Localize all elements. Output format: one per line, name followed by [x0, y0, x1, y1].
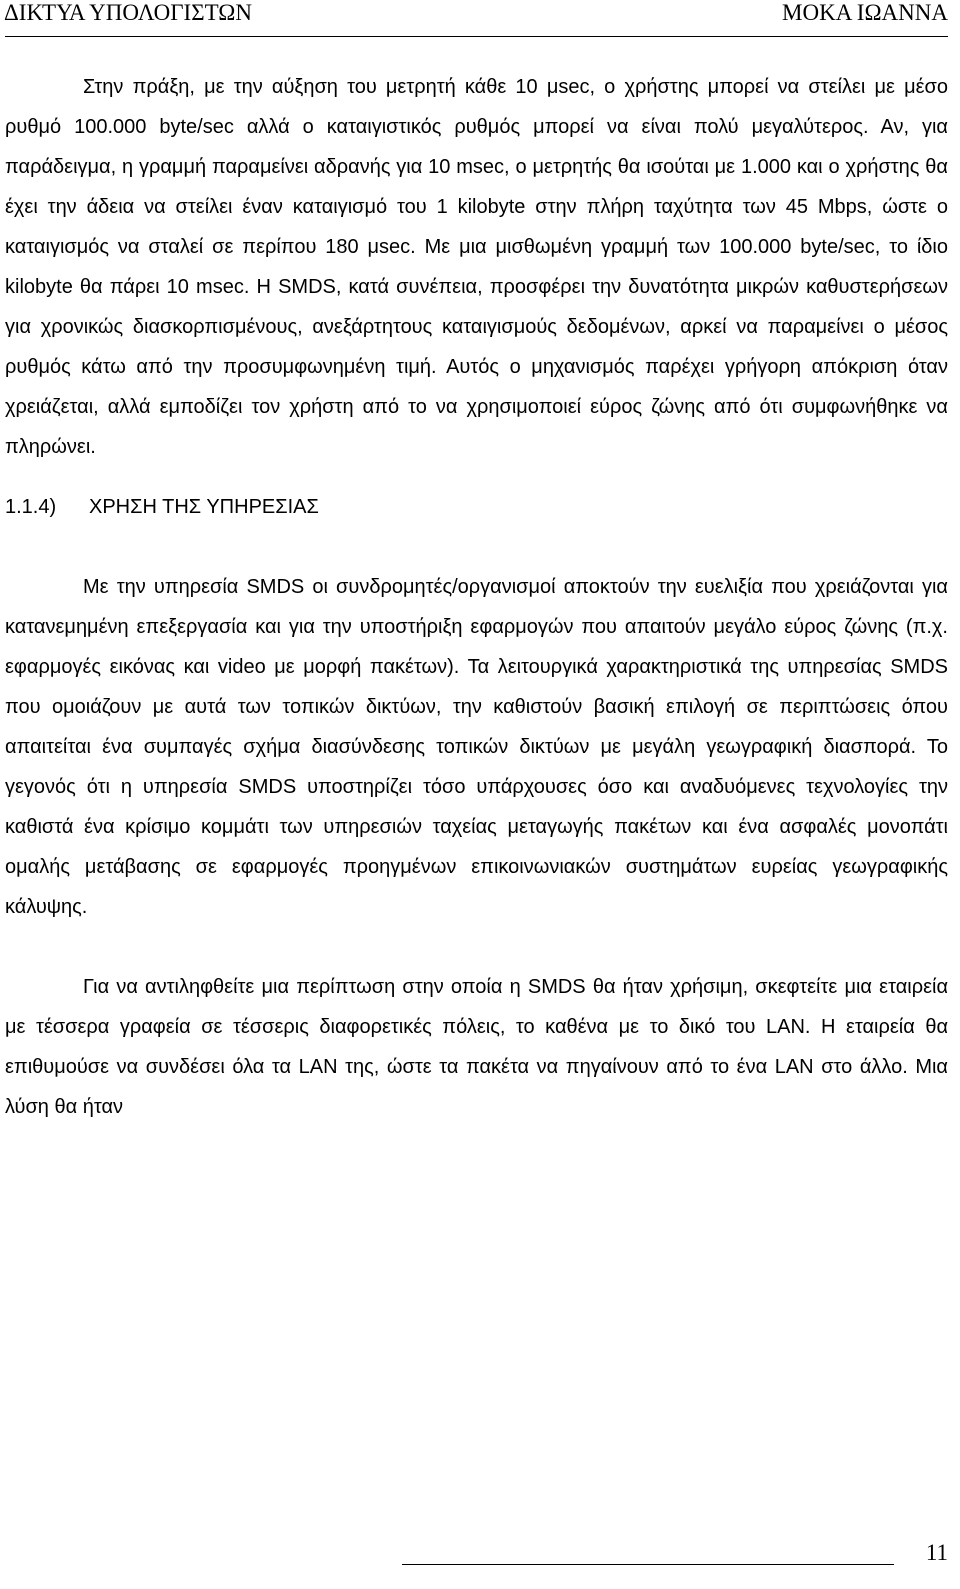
- page-number: 11: [925, 1540, 948, 1565]
- paragraph-rate-limiting: Στην πράξη, με την αύξηση του μετρητή κάθε 10 μsec, ο χρήστης μπορεί να στείλει με μέσο ρυθμό 100.000 byte/sec αλλά ο καταιγιστικός ρυθμός μπορεί να είναι πολύ μεγαλύτερος. Αν, για παράδειγμα, η γραμμή παραμείνει αδρανής για 10 msec, ο μετρητής θα ισούται με 1.000 και ο χρήστης θα έχει την άδεια να στείλει έναν καταιγισμό του 1 kilobyte στην πλήρη ταχύτητα των 45 Mbps, ώστε ο καταιγισμός να σταλεί σε περίπου 180 μsec. Με μια μισθωμένη γραμμή των 100.000 byte/sec, το ίδιο kilobyte θα πάρει 10 msec. Η SMDS, κατά συνέπεια, προσφέρει την δυνατότητα μικρών καθυστερήσεων για χρονικώς διασκορπισμένους, ανεξάρτητους καταιγισμούς δεδομένων, αρκεί να παραμείνει ο μέσος ρυθμός κάτω από την προσυμφωνημένη τιμή. Αυτός ο μηχανισμός παρέχει γρήγορη απόκριση όταν χρειάζεται, αλλά εμποδίζει τον χρήστη από το να χρησιμοποιεί εύρος ζώνης από ότι συμφωνήθηκε να πληρώνει.: [5, 76, 948, 458]
- footer-divider: [402, 1564, 894, 1565]
- section-number: 1.1.4): [5, 496, 57, 518]
- paragraph-gap: [5, 527, 948, 567]
- paragraph-gap: [5, 927, 948, 967]
- header-divider: [5, 36, 948, 37]
- paragraph-example: Για να αντιληφθείτε μια περίπτωση στην οποία η SMDS θα ήταν χρήσιμη, σκεφτείτε μια εταιρεία με τέσσερα γραφεία σε τέσσερις διαφορετικές πόλεις, το καθένα με το δικό του LAN. Η εταιρεία θα επιθυμούσε να συνδέσει όλα τα LAN της, ώστε τα πακέτα να πηγαίνουν από το ένα LAN στο άλλο. Μια λύση θα ήταν: [5, 976, 948, 1118]
- page-header: [0, 0, 948, 36]
- document-body: [5, 67, 948, 1127]
- paragraph-gap: [5, 467, 948, 487]
- paragraph-service-usage: Με την υπηρεσία SMDS οι συνδρομητές/οργανισμοί αποκτούν την ευελιξία που χρειάζονται για κατανεμημένη επεξεργασία και για την υποστήριξη εφαρμογών που απαιτούν μεγάλο εύρος ζώνης (π.χ. εφαρμογές εικόνας και video με μορφή πακέτων). Τα λειτουργικά χαρακτηριστικά της υπηρεσίας SMDS που ομοιάζουν με αυτά των τοπικών δικτύων, την καθιστούν βασική επιλογή σε περιπτώσεις όπου απαιτείται ένα συμπαγές σχήμα διασύνδεσης τοπικών δικτύων με μεγάλη γεωγραφική διασπορά. Το γεγονός ότι η υπηρεσία SMDS υποστηρίζει τόσο υπάρχουσες όσο και αναδυόμενες τεχνολογίες την καθιστά ένα κρίσιμο κομμάτι των υπηρεσιών ταχείας μεταγωγής πακέτων και ένα ασφαλές μονοπάτι ομαλής μετάβασης σε εφαρμογές προηγμένων επικοινωνιακών συστημάτων ευρείας γεωγραφικής κάλυψης.: [5, 576, 948, 918]
- header-course-title: ΔΙΚΤΥΑ ΥΠΟΛΟΓΙΣΤΩΝ: [4, 0, 252, 25]
- section-title: ΧΡΗΣΗ ΤΗΣ ΥΠΗΡΕΣΙΑΣ: [89, 496, 319, 518]
- header-author: ΜΟΚΑ ΙΩΑΝΝΑ: [782, 0, 948, 25]
- section-heading: [5, 487, 948, 527]
